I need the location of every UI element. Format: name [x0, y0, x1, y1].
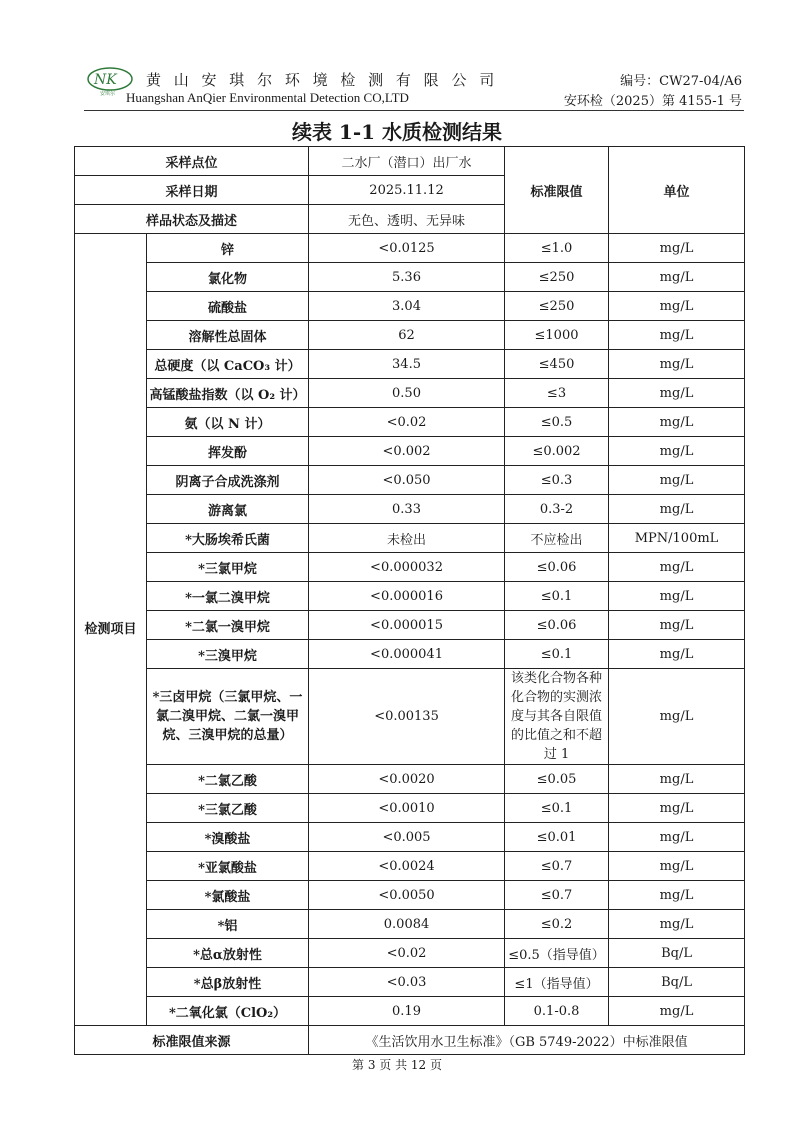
item-unit: mg/L: [609, 997, 745, 1026]
table-row: [75, 292, 745, 321]
item-limit: ≤0.002: [505, 437, 609, 466]
table-row: [75, 939, 745, 968]
item-name: *三溴甲烷: [147, 640, 309, 669]
item-unit: mg/L: [609, 553, 745, 582]
item-unit: mg/L: [609, 582, 745, 611]
item-name: 总硬度（以 CaCO₃ 计）: [147, 350, 309, 379]
company-name-cn: 黄 山 安 琪 尔 环 境 检 测 有 限 公 司: [146, 71, 499, 89]
item-name: 高锰酸盐指数（以 O₂ 计）: [147, 379, 309, 408]
item-unit: mg/L: [609, 852, 745, 881]
item-unit: mg/L: [609, 292, 745, 321]
item-limit: 0.1-0.8: [505, 997, 609, 1026]
item-value: 0.33: [309, 495, 505, 524]
item-name: 硫酸盐: [147, 292, 309, 321]
table-row: [75, 321, 745, 350]
item-limit: ≤0.7: [505, 852, 609, 881]
item-value: 0.19: [309, 997, 505, 1026]
item-limit: ≤0.01: [505, 823, 609, 852]
document-code: 编号：CW27-04/A6: [620, 74, 742, 89]
item-value: <0.050: [309, 466, 505, 495]
item-value: <0.02: [309, 408, 505, 437]
sampling-date-value: 2025.11.12: [309, 176, 505, 205]
item-value: 3.04: [309, 292, 505, 321]
standard-source-label: 标准限值来源: [75, 1026, 309, 1055]
table-row: [75, 611, 745, 640]
item-name: *总α放射性: [147, 939, 309, 968]
item-unit: mg/L: [609, 495, 745, 524]
report-number: 安环检（2025）第 4155-1 号: [563, 94, 742, 109]
item-limit: ≤0.2: [505, 910, 609, 939]
table-row: [75, 968, 745, 997]
header-divider: [84, 110, 744, 111]
item-limit: ≤0.7: [505, 881, 609, 910]
item-name: *一氯二溴甲烷: [147, 582, 309, 611]
item-value: <0.000032: [309, 553, 505, 582]
item-name: *铝: [147, 910, 309, 939]
table-row: [75, 524, 745, 553]
item-name: *二氯乙酸: [147, 765, 309, 794]
item-value: 62: [309, 321, 505, 350]
detection-items-label: 检测项目: [75, 234, 147, 1026]
item-name: *总β放射性: [147, 968, 309, 997]
item-unit: mg/L: [609, 823, 745, 852]
item-limit: ≤0.1: [505, 582, 609, 611]
item-unit: mg/L: [609, 640, 745, 669]
table-row: [75, 379, 745, 408]
table-row: [75, 823, 745, 852]
item-limit: ≤250: [505, 263, 609, 292]
company-name-en: Huangshan AnQier Environmental Detection CO,LTD: [126, 90, 409, 105]
table-row: [75, 147, 745, 176]
item-unit: mg/L: [609, 466, 745, 495]
item-name: *大肠埃希氏菌: [147, 524, 309, 553]
item-limit: ≤0.1: [505, 640, 609, 669]
item-name: 阴离子合成洗涤剂: [147, 466, 309, 495]
item-unit: mg/L: [609, 350, 745, 379]
item-unit: mg/L: [609, 881, 745, 910]
item-value: <0.0050: [309, 881, 505, 910]
table-row: [75, 437, 745, 466]
item-limit: ≤0.06: [505, 553, 609, 582]
item-limit: 该类化合物各种化合物的实测浓度与其各自限值的比值之和不超过 1: [505, 669, 609, 765]
sampling-point-value: 二水厂（潜口）出厂水: [309, 147, 505, 176]
item-value: <0.02: [309, 939, 505, 968]
item-name: 锌: [147, 234, 309, 263]
item-unit: mg/L: [609, 234, 745, 263]
item-unit: mg/L: [609, 611, 745, 640]
item-unit: mg/L: [609, 379, 745, 408]
table-row: [75, 350, 745, 379]
table-row: [75, 408, 745, 437]
table-row: [75, 234, 745, 263]
item-unit: mg/L: [609, 669, 745, 765]
item-name: *三氯乙酸: [147, 794, 309, 823]
item-name: 挥发酚: [147, 437, 309, 466]
item-value: <0.002: [309, 437, 505, 466]
item-name: 氯化物: [147, 263, 309, 292]
item-unit: Bq/L: [609, 968, 745, 997]
item-value: <0.03: [309, 968, 505, 997]
item-name: 溶解性总固体: [147, 321, 309, 350]
item-value: <0.0024: [309, 852, 505, 881]
table-row: [75, 881, 745, 910]
item-value: 0.50: [309, 379, 505, 408]
item-name: 氨（以 N 计）: [147, 408, 309, 437]
item-limit: ≤0.5: [505, 408, 609, 437]
table-row: [75, 263, 745, 292]
item-limit: ≤0.3: [505, 466, 609, 495]
item-limit: ≤0.1: [505, 794, 609, 823]
item-limit: ≤1.0: [505, 234, 609, 263]
item-value: <0.0010: [309, 794, 505, 823]
sample-state-label: 样品状态及描述: [75, 205, 309, 234]
item-name: *二氯一溴甲烷: [147, 611, 309, 640]
page-title: 续表 1-1 水质检测结果: [291, 120, 503, 144]
item-limit: ≤0.05: [505, 765, 609, 794]
item-name: *溴酸盐: [147, 823, 309, 852]
unit-header: 单位: [609, 147, 745, 234]
table-row: [75, 582, 745, 611]
svg-text:NK: NK: [94, 72, 117, 88]
item-name: *三卤甲烷（三氯甲烷、一氯二溴甲烷、二氯一溴甲烷、三溴甲烷的总量）: [147, 669, 309, 765]
item-unit: mg/L: [609, 910, 745, 939]
item-name: 游离氯: [147, 495, 309, 524]
item-value: 5.36: [309, 263, 505, 292]
item-name: *三氯甲烷: [147, 553, 309, 582]
item-value: 34.5: [309, 350, 505, 379]
item-value: <0.0020: [309, 765, 505, 794]
item-value: <0.000041: [309, 640, 505, 669]
table-row: [75, 997, 745, 1026]
item-value: <0.0125: [309, 234, 505, 263]
item-limit: 0.3-2: [505, 495, 609, 524]
item-name: *亚氯酸盐: [147, 852, 309, 881]
item-unit: mg/L: [609, 408, 745, 437]
item-value: 0.0084: [309, 910, 505, 939]
table-row: [75, 669, 745, 765]
item-value: <0.00135: [309, 669, 505, 765]
item-limit: 不应检出: [505, 524, 609, 553]
sampling-date-label: 采样日期: [75, 176, 309, 205]
item-unit: Bq/L: [609, 939, 745, 968]
item-limit: ≤0.06: [505, 611, 609, 640]
item-value: 未检出: [309, 524, 505, 553]
limit-header: 标准限值: [505, 147, 609, 234]
table-row: [75, 640, 745, 669]
item-limit: ≤3: [505, 379, 609, 408]
item-unit: mg/L: [609, 765, 745, 794]
table-row: [75, 910, 745, 939]
item-unit: mg/L: [609, 263, 745, 292]
item-limit: ≤250: [505, 292, 609, 321]
table-row: [75, 852, 745, 881]
table-row: [75, 794, 745, 823]
item-unit: mg/L: [609, 437, 745, 466]
item-limit: ≤450: [505, 350, 609, 379]
table-row: [75, 1026, 745, 1055]
item-unit: MPN/100mL: [609, 524, 745, 553]
standard-source-value: 《生活饮用水卫生标准》（GB 5749-2022）中标准限值: [309, 1026, 745, 1055]
page-number: 第 3 页 共 12 页: [352, 1058, 442, 1072]
item-limit: ≤1（指导值）: [505, 968, 609, 997]
results-table: [74, 146, 745, 1055]
sampling-point-label: 采样点位: [75, 147, 309, 176]
item-unit: mg/L: [609, 321, 745, 350]
table-row: [75, 765, 745, 794]
item-value: <0.000016: [309, 582, 505, 611]
item-name: *二氧化氯（ClO₂）: [147, 997, 309, 1026]
table-row: [75, 466, 745, 495]
item-unit: mg/L: [609, 794, 745, 823]
table-row: [75, 553, 745, 582]
table-row: [75, 495, 745, 524]
sample-state-value: 无色、透明、无异味: [309, 205, 505, 234]
logo-text: 安琪尔: [100, 91, 116, 96]
item-name: *氯酸盐: [147, 881, 309, 910]
item-limit: ≤0.5（指导值）: [505, 939, 609, 968]
item-value: <0.000015: [309, 611, 505, 640]
item-limit: ≤1000: [505, 321, 609, 350]
item-value: <0.005: [309, 823, 505, 852]
